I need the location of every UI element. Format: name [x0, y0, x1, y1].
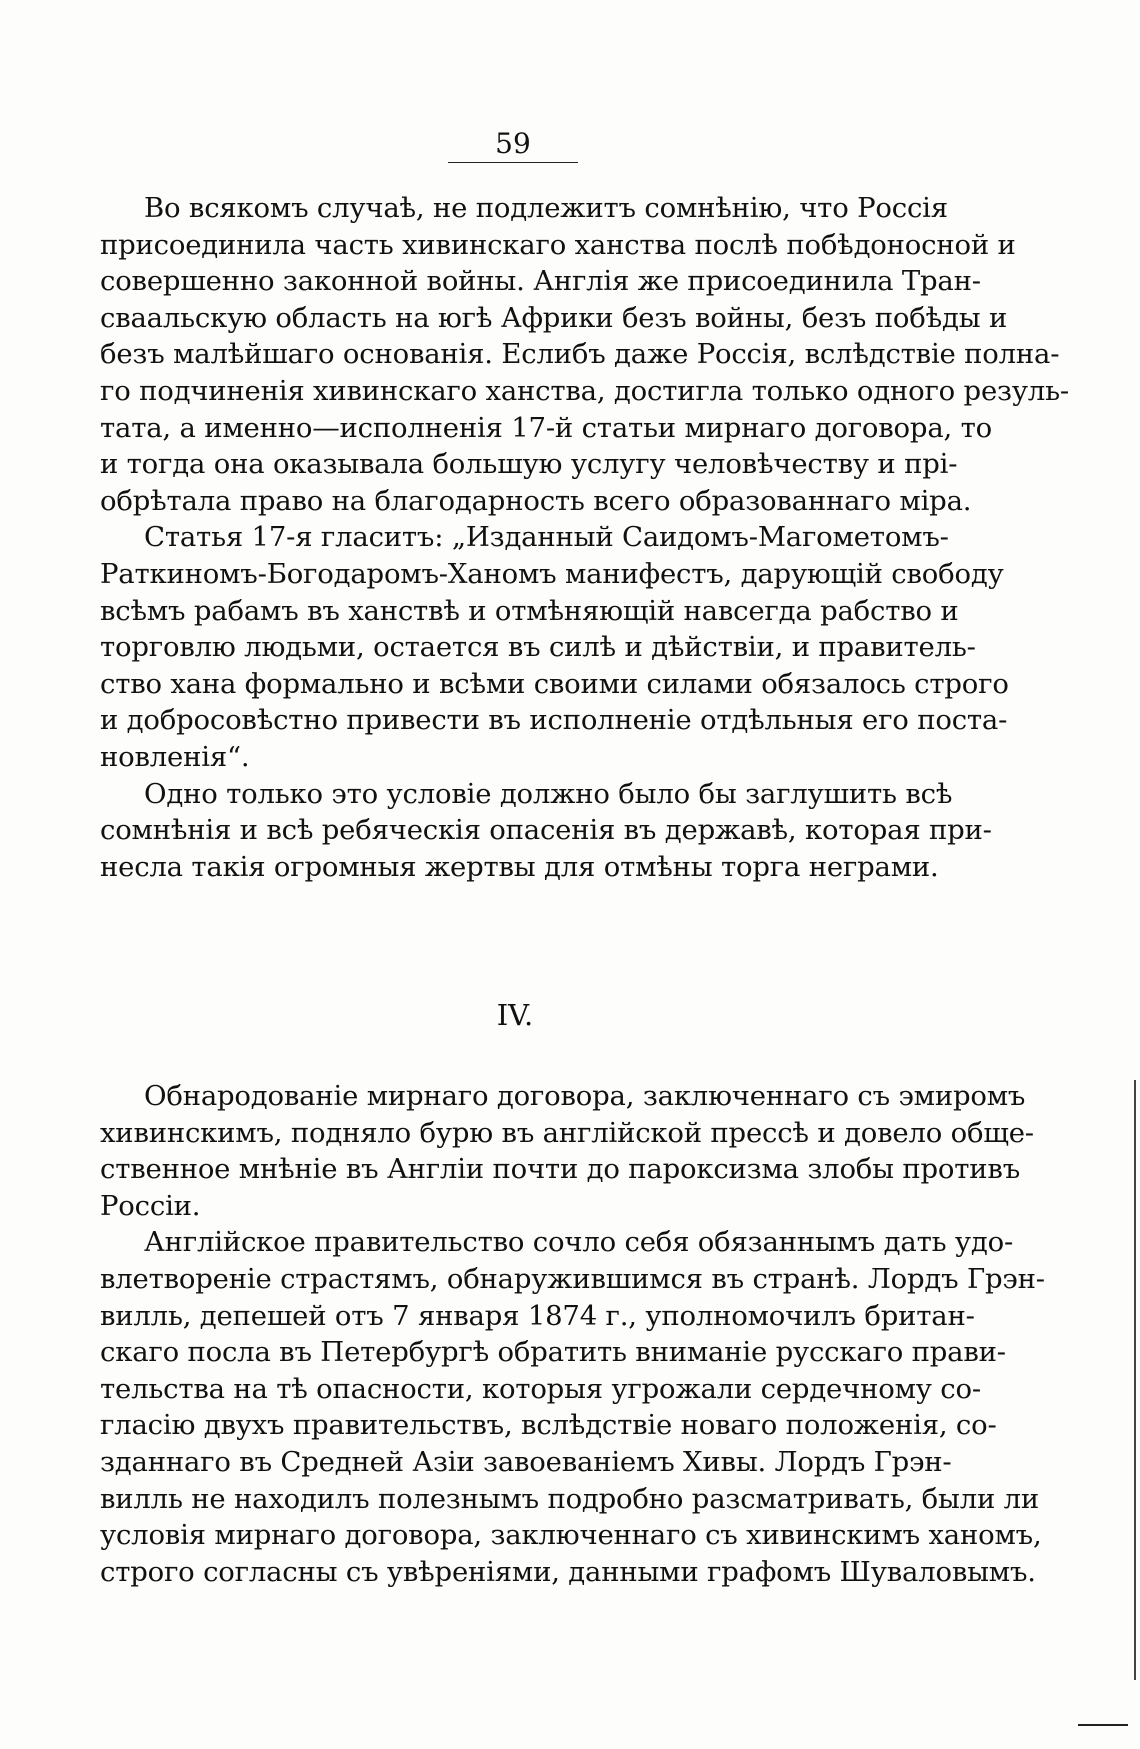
text-line: Раткиномъ-Богодаромъ-Ханомъ манифестъ, дарующій свободу	[100, 557, 1004, 590]
text-line: Одно только это условіе должно было бы заглушить всѣ	[144, 777, 953, 810]
text-line: хивинскимъ, подняло бурю въ англійской прессѣ и довело обще-	[100, 1116, 1034, 1149]
text-line: зданнаго въ Средней Азіи завоеваніемъ Хивы. Лордъ Грэн-	[100, 1445, 952, 1478]
page-edge-line	[1134, 1080, 1136, 1680]
text-line: ство хана формально и всѣми своими силами обязалось строго	[100, 667, 1009, 700]
text-line: ственное мнѣніе въ Англіи почти до пароксизма злобы противъ	[100, 1153, 1020, 1186]
text-line: Обнародованіе мирнаго договора, заключеннаго съ эмиромъ	[144, 1080, 1026, 1112]
text-line: обрѣтала право на благодарность всего образованнаго міра.	[100, 484, 972, 517]
text-line: тата, а именно—исполненія 17-й статьи мирнаго договора, то	[100, 411, 992, 444]
text-line: влетвореніе страстямъ, обнаружившимся въ странѣ. Лордъ Грэн-	[100, 1262, 1045, 1295]
text-line: сваальскую область на югѣ Африки безъ войны, безъ побѣды и	[100, 301, 1008, 334]
text-line: и тогда она оказывала большую услугу человѣчеству и прі-	[100, 448, 958, 481]
text-line: тельства на тѣ опасности, которыя угрожали сердечному со-	[100, 1372, 981, 1405]
text-block-lower	[100, 1078, 1045, 1590]
text-line: несла такія огромныя жертвы для отмѣны торга неграми.	[100, 850, 939, 883]
text-line: вилль, депешей отъ 7 января 1874 г., уполномочилъ британ-	[100, 1299, 975, 1332]
page-corner-mark	[1078, 1724, 1128, 1726]
text-block-upper	[100, 190, 1069, 885]
page-number: 59	[448, 128, 578, 163]
text-line: гласію двухъ правительствъ, вслѣдствіе новаго положенія, со-	[100, 1409, 997, 1442]
text-line: Англійское правительство сочло себя обязаннымъ дать удо-	[144, 1226, 1014, 1259]
text-line: Во всякомъ случаѣ, не подлежитъ сомнѣнію, что Россія	[144, 192, 948, 224]
text-line: Статья 17-я гласитъ: „Изданный Саидомъ-Магометомъ-	[144, 521, 949, 554]
section-heading: IV.	[496, 998, 534, 1032]
text-line: и добросовѣстно привести въ исполненіе отдѣльныя его поста-	[100, 704, 1008, 737]
text-line: строго согласны съ увѣреніями, данными графомъ Шуваловымъ.	[100, 1555, 1036, 1588]
text-line: вилль не находилъ полезнымъ подробно разсматривать, были ли	[100, 1482, 1040, 1515]
text-line: совершенно законной войны. Англія же присоединила Тран-	[100, 265, 981, 298]
text-line: присоединила часть хивинскаго ханства послѣ побѣдоносной и	[100, 228, 1016, 261]
text-line: условія мирнаго договора, заключеннаго съ хивинскимъ ханомъ,	[100, 1519, 1042, 1552]
text-line: Россіи.	[100, 1189, 201, 1222]
text-line: всѣмъ рабамъ въ ханствѣ и отмѣняющій навсегда рабство и	[100, 594, 959, 627]
text-line: безъ малѣйшаго основанія. Еслибъ даже Россія, вслѣдствіе полна-	[100, 338, 1060, 371]
text-line: новленія“.	[100, 740, 250, 773]
text-line: торговлю людьми, остается въ силѣ и дѣйствіи, и правитель-	[100, 631, 976, 664]
text-line: скаго посла въ Петербургѣ обратить вниманіе русскаго прави-	[100, 1336, 1006, 1369]
text-line: сомнѣнія и всѣ ребяческія опасенія въ державѣ, которая при-	[100, 814, 992, 847]
text-line: го подчиненія хивинскаго ханства, достигла только одного резуль-	[100, 374, 1069, 407]
